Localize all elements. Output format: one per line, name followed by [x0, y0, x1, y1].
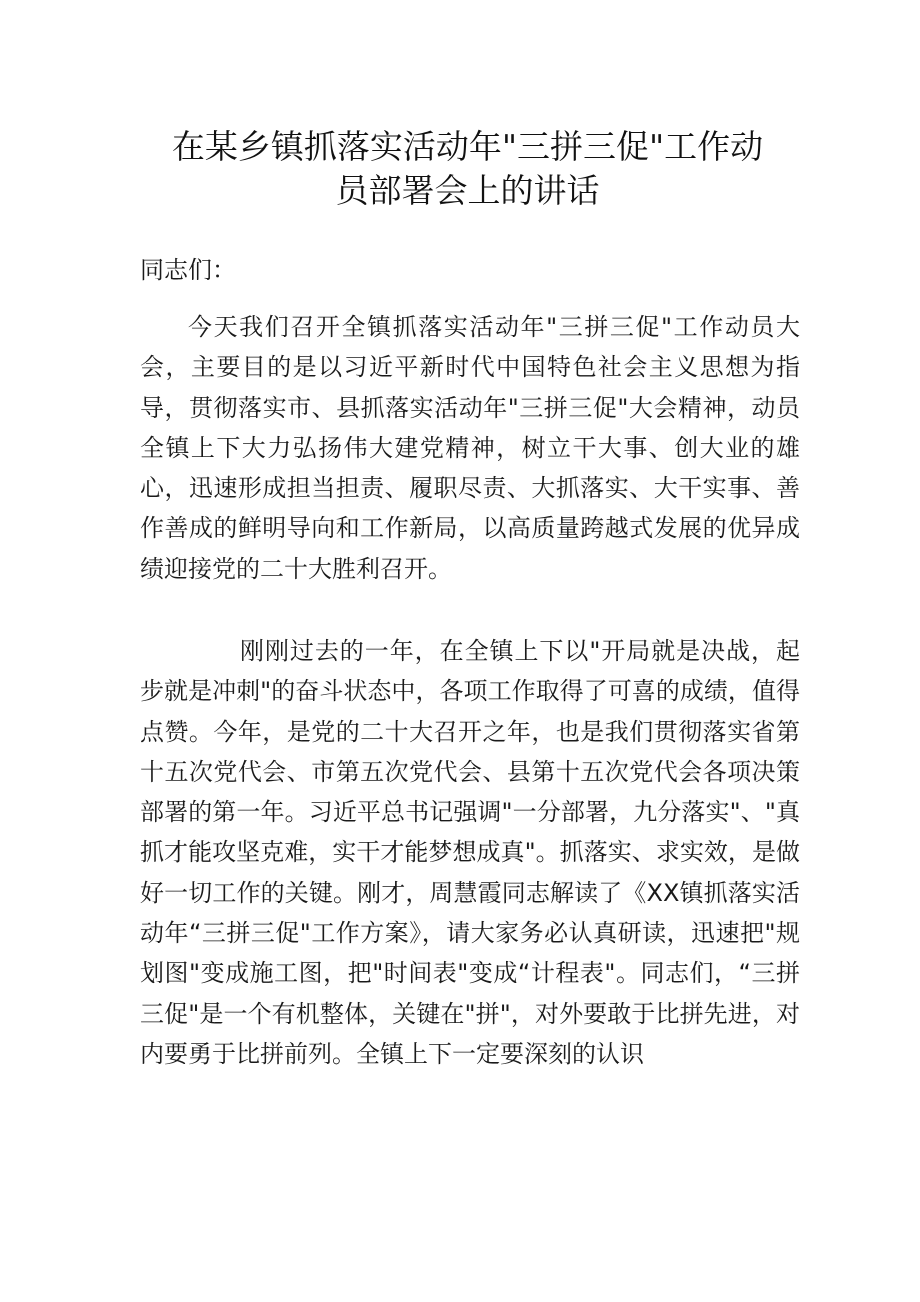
body-paragraph: 刚刚过去的一年，在全镇上下以"开局就是决战，起步就是冲刺"的奋斗状态中，各项工作取得了可喜的成绩，值得点赞。今年，是党的二十大召开之年，也是我们贯彻落实省第十五次党代会、市第五次党代会、县第十五次党代会各项决策部署的第一年。习近平总书记强调"一分部署，九分落实"、"真抓才能攻坚克难，实干才能梦想成真"。抓落实、求实效，是做好一切工作的关键。刚才，周慧霞同志解读了《XX镇抓落实活动年“三拼三促"工作方案》，请大家务必认真研读，迅速把"规划图"变成施工图，把"时间表"变成“计程表"。同志们，“三拼三促"是一个有机整体，关键在"拼"，对外要敢于比拼先进，对内要勇于比拼前列。全镇上下一定要深刻的认识	[140, 637, 800, 1068]
body-paragraph: 今天我们召开全镇抓落实活动年"三拼三促"工作动员大会，主要目的是以习近平新时代中国特色社会主义思想为指导，贯彻落实市、县抓落实活动年"三拼三促"大会精神，动员全镇上下大力弘扬伟大建党精神，树立干大事、创大业的雄心，迅速形成担当担责、履职尽责、大抓落实、大干实事、善作善成的鲜明导向和工作新局，以高质量跨越式发展的优异成绩迎接党的二十大胜利召开。	[140, 313, 800, 583]
document-title-line-2: 员部署会上的讲话	[335, 171, 600, 210]
salutation: 同志们：	[140, 256, 236, 284]
document-title-line-1: 在某乡镇抓落实活动年"三拼三促"工作动	[171, 127, 764, 166]
